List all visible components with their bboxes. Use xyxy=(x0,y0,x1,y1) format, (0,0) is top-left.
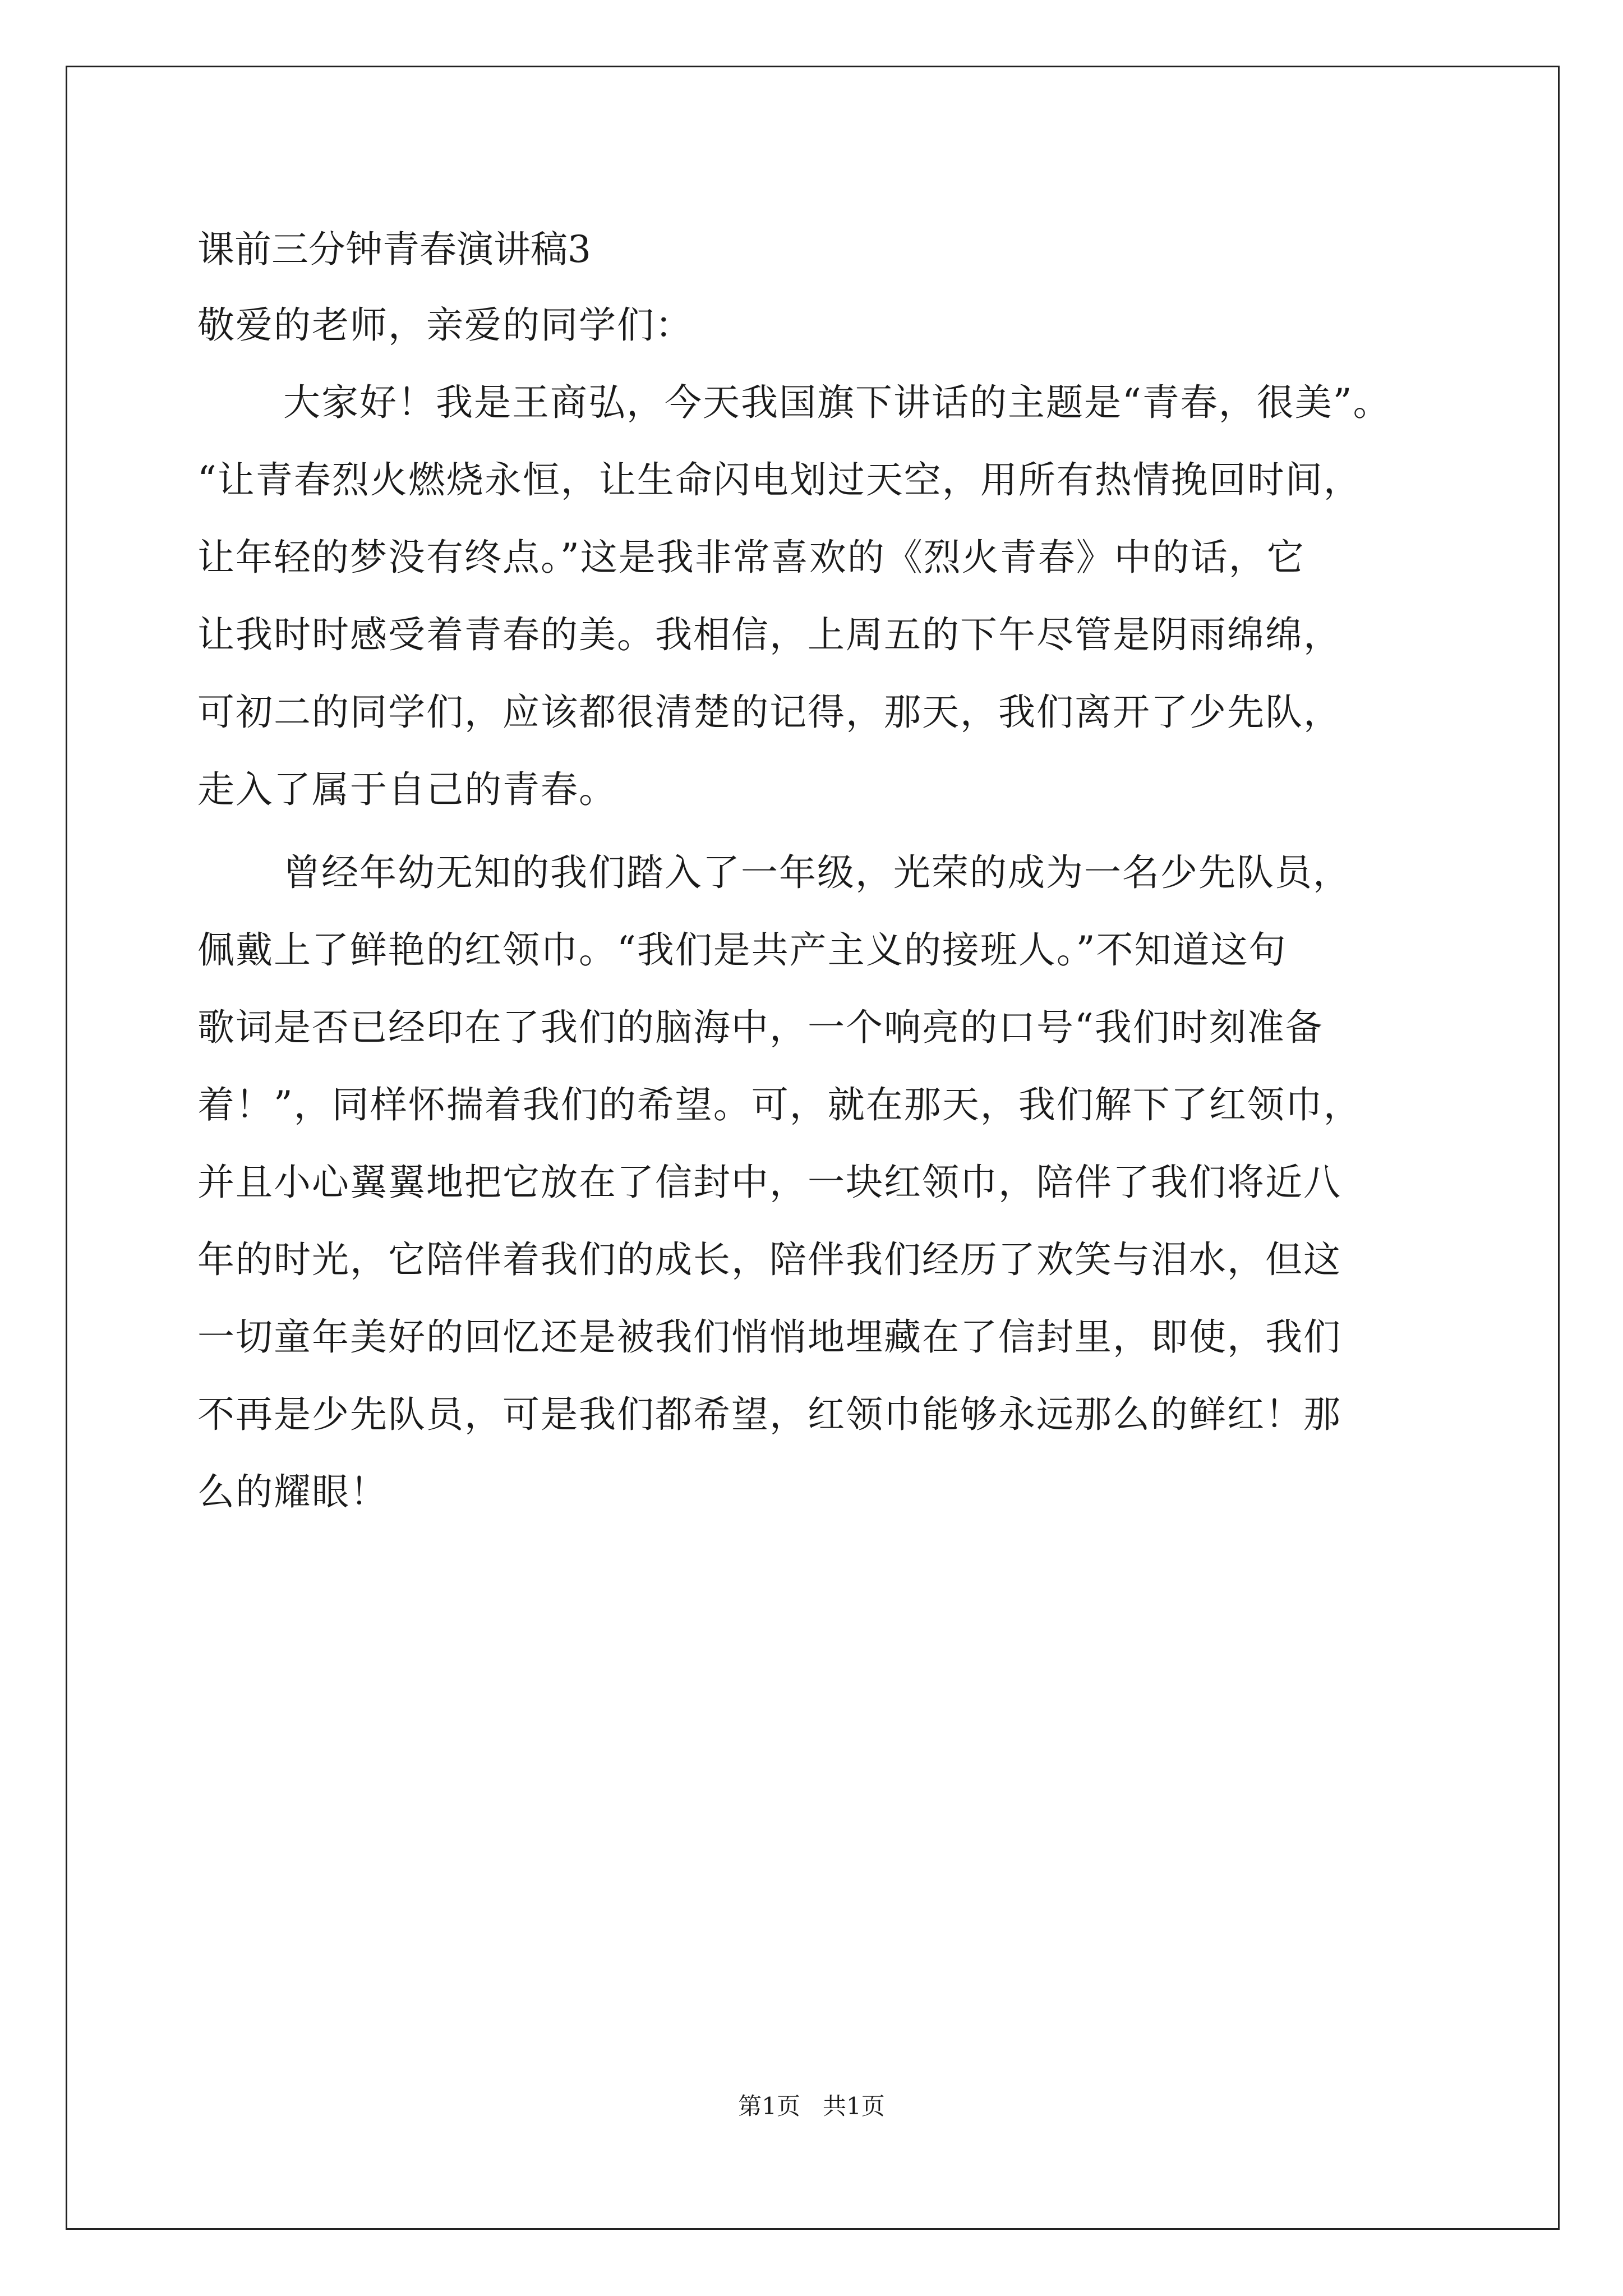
paragraph-line: “让青春烈火燃烧永恒，让生命闪电划过天空，用所有热情挽回时间， xyxy=(197,458,1362,501)
salutation: 敬爱的老师，亲爱的同学们： xyxy=(197,303,693,347)
paragraph-line: 佩戴上了鲜艳的红领巾。“我们是共产主义的接班人。”不知道这句 xyxy=(197,928,1287,972)
paragraph-line: 让我时时感受着青春的美。我相信，上周五的下午尽管是阴雨绵绵， xyxy=(197,613,1341,656)
paragraph-line: 一切童年美好的回忆还是被我们悄悄地埋藏在了信封里，即使，我们 xyxy=(197,1315,1341,1359)
paragraph-line: 让年轻的梦没有终点。”这是我非常喜欢的《烈火青春》中的话，它 xyxy=(197,536,1305,579)
paragraph-line: 并且小心翼翼地把它放在了信封中，一块红领巾，陪伴了我们将近八 xyxy=(197,1161,1341,1204)
paragraph-line: 不再是少先队员，可是我们都希望，红领巾能够永远那么的鲜红！那 xyxy=(197,1393,1341,1436)
paragraph-line: 走入了属于自己的青春。 xyxy=(197,768,617,811)
paragraph-line: 曾经年幼无知的我们踏入了一年级，光荣的成为一名少先队员， xyxy=(283,851,1351,894)
paragraph-line: 歌词是否已经印在了我们的脑海中，一个响亮的口号“我们时刻准备 xyxy=(197,1006,1324,1049)
paragraph-line: 着！”，同样怀揣着我们的希望。可，就在那天，我们解下了红领巾， xyxy=(197,1083,1362,1126)
document-title: 课前三分钟青春演讲稿3 xyxy=(197,228,591,271)
paragraph-line: 年的时光，它陪伴着我们的成长，陪伴我们经历了欢笑与泪水，但这 xyxy=(197,1238,1341,1281)
paragraph-line: 可初二的同学们，应该都很清楚的记得，那天，我们离开了少先队， xyxy=(197,691,1341,734)
paragraph-line: 么的耀眼！ xyxy=(197,1470,388,1513)
paragraph-line: 大家好！我是王商弘，今天我国旗下讲话的主题是“青春，很美”。 xyxy=(283,381,1391,424)
page-footer: 第1页 共1页 xyxy=(738,2092,885,2120)
